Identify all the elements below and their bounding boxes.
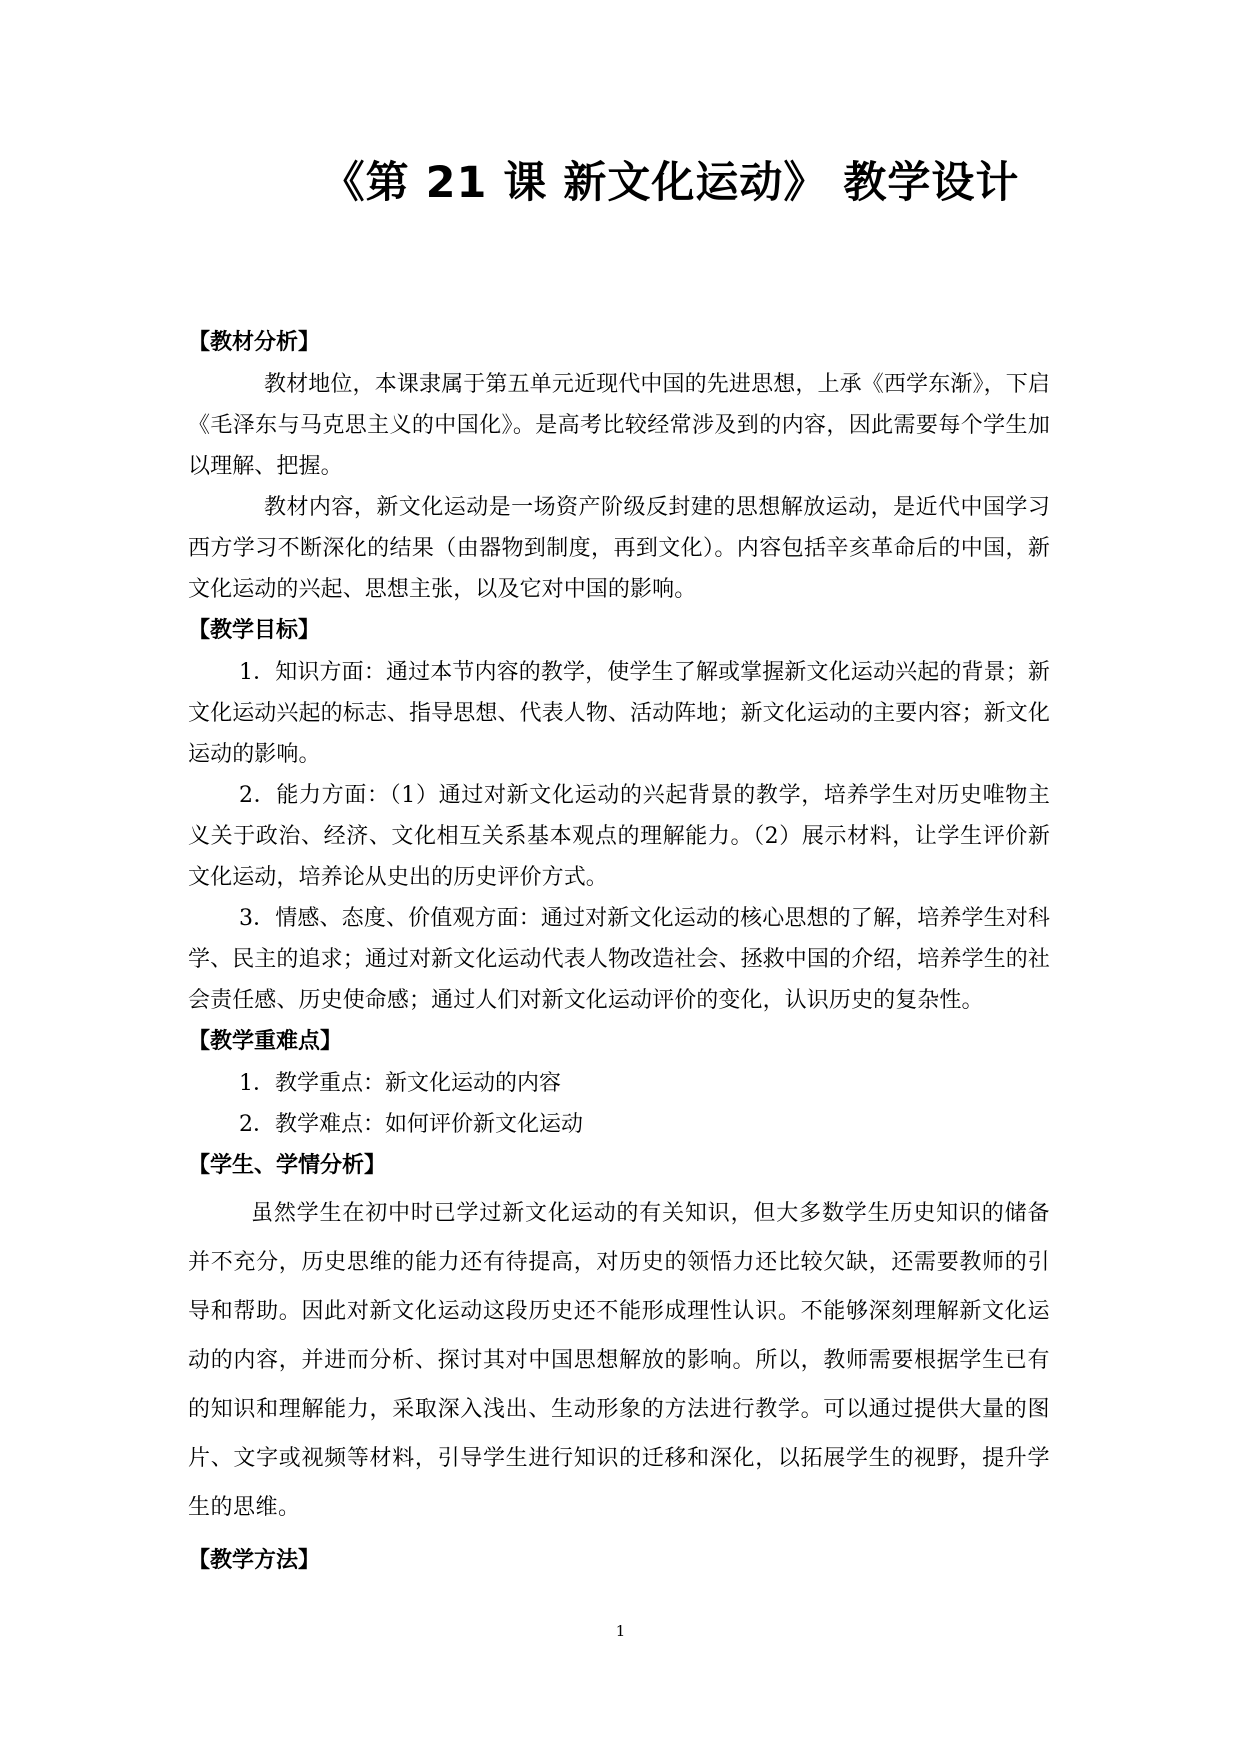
page-number: 1 bbox=[615, 1622, 626, 1640]
goal-item-emotion: 3．情感、态度、价值观方面：通过对新文化运动的核心思想的了解，培养学生对科学、民主的追求；通过对新文化运动代表人物改造社会、拯救中国的介绍，培养学生的社会责任感、历史使命感；通过人们对新文化运动评价的变化，认识历史的复杂性。 bbox=[188, 906, 1050, 1013]
section-heading-student-analysis: 【学生、学情分析】 bbox=[188, 1153, 387, 1178]
section-heading-teaching-methods: 【教学方法】 bbox=[188, 1548, 321, 1573]
section-heading-key-points: 【教学重难点】 bbox=[188, 1029, 343, 1054]
document-body bbox=[188, 322, 1050, 1582]
paragraph-textbook-content: 教材内容，新文化运动是一场资产阶级反封建的思想解放运动，是近代中国学习西方学习不断深化的结果（由器物到制度，再到文化）。内容包括辛亥革命后的中国，新文化运动的兴起、思想主张，以及它对中国的影响。 bbox=[188, 495, 1050, 602]
goal-item-ability: 2．能力方面：（1）通过对新文化运动的兴起背景的教学，培养学生对历史唯物主义关于政治、经济、文化相互关系基本观点的理解能力。（2）展示材料，让学生评价新文化运动，培养论从史出的历史评价方式。 bbox=[188, 783, 1050, 890]
key-point-focus: 1．教学重点：新文化运动的内容 bbox=[239, 1071, 561, 1096]
goal-item-knowledge: 1．知识方面：通过本节内容的教学，使学生了解或掌握新文化运动兴起的背景；新文化运动兴起的标志、指导思想、代表人物、活动阵地；新文化运动的主要内容；新文化运动的影响。 bbox=[188, 660, 1050, 767]
paragraph-textbook-position: 教材地位，本课隶属于第五单元近现代中国的先进思想，上承《西学东渐》，下启《毛泽东与马克思主义的中国化》。是高考比较经常涉及到的内容，因此需要每个学生加以理解、把握。 bbox=[188, 372, 1050, 479]
page-title: 《第 21 课 新文化运动》 教学设计 bbox=[321, 158, 1020, 208]
section-heading-teaching-goals: 【教学目标】 bbox=[188, 618, 321, 643]
section-heading-textbook-analysis: 【教材分析】 bbox=[188, 330, 321, 355]
key-point-difficulty: 2．教学难点：如何评价新文化运动 bbox=[239, 1112, 583, 1137]
paragraph-student-analysis: 虽然学生在初中时已学过新文化运动的有关知识，但大多数学生历史知识的储备并不充分，历史思维的能力还有待提高，对历史的领悟力还比较欠缺，还需要教师的引导和帮助。因此对新文化运动这段历史还不能形成理性认识。不能够深刻理解新文化运动的内容，并进而分析、探讨其对中国思想解放的影响。所以，教师需要根据学生已有的知识和理解能力，采取深入浅出、生动形象的方法进行教学。可以通过提供大量的图片、文字或视频等材料，引导学生进行知识的迁移和深化，以拓展学生的视野，提升学生的思维。 bbox=[188, 1201, 1050, 1520]
